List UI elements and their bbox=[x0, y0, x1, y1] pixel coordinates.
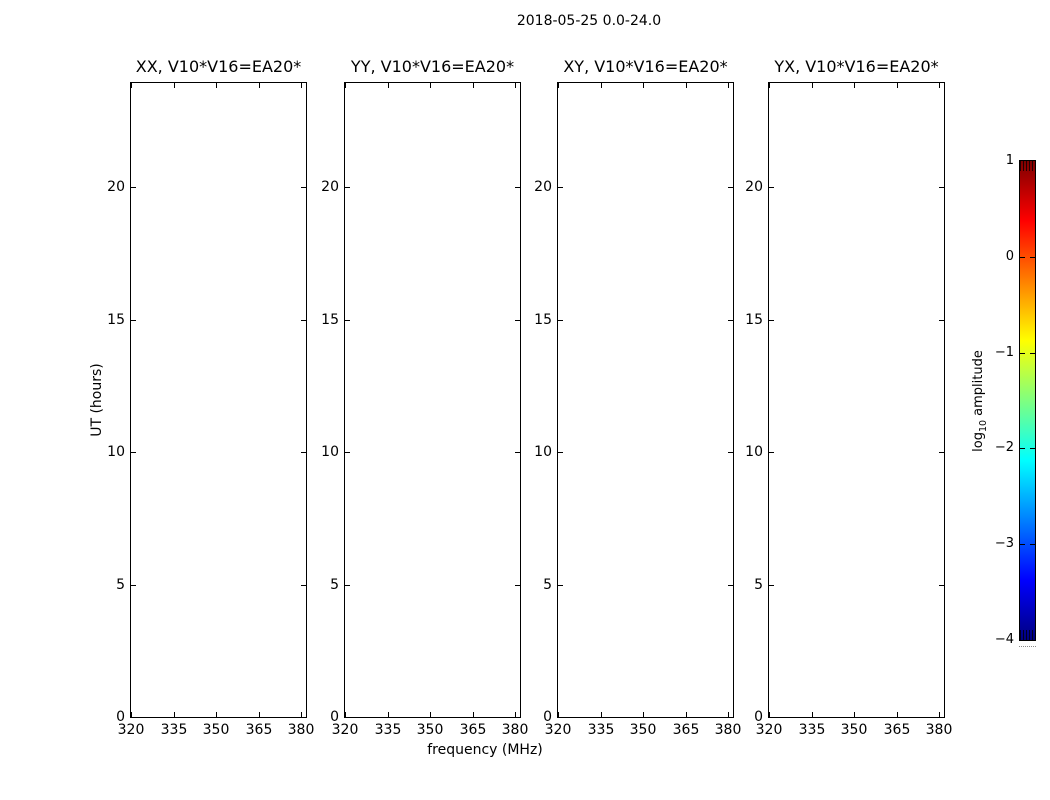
x-tick-label: 380 bbox=[287, 722, 315, 738]
x-tick-label: 365 bbox=[459, 722, 487, 738]
x-tick-label: 335 bbox=[798, 722, 826, 738]
y-tick-label: 5 bbox=[543, 577, 552, 593]
y-tick bbox=[558, 585, 563, 586]
y-tick-label: 10 bbox=[107, 444, 125, 460]
x-tick-label: 380 bbox=[714, 722, 742, 738]
colorbar-dotted-edge bbox=[1019, 646, 1036, 647]
x-tick-label: 320 bbox=[755, 722, 783, 738]
colorbar-tick bbox=[1020, 544, 1025, 545]
colorbar-tick-label: −4 bbox=[994, 632, 1014, 647]
x-tick-label: 320 bbox=[544, 722, 572, 738]
colorbar bbox=[994, 153, 1036, 647]
y-tick bbox=[769, 452, 774, 453]
y-tick-label: 20 bbox=[534, 179, 552, 195]
y-tick-label: 5 bbox=[116, 577, 125, 593]
y-tick-label: 5 bbox=[754, 577, 763, 593]
y-tick-label: 5 bbox=[330, 577, 339, 593]
y-tick-label: 10 bbox=[321, 444, 339, 460]
colorbar-tick bbox=[1020, 257, 1025, 258]
y-tick-label: 15 bbox=[321, 312, 339, 328]
x-tick bbox=[430, 83, 431, 88]
y-tick-label: 10 bbox=[745, 444, 763, 460]
subplot-title: YX, V10*V16=EA20* bbox=[774, 57, 939, 76]
colorbar-label-sub: 10 bbox=[977, 419, 989, 433]
colorbar-tick bbox=[1030, 257, 1035, 258]
x-tick bbox=[812, 83, 813, 88]
colorbar-label-rest: amplitude bbox=[971, 350, 987, 420]
y-tick-label: 0 bbox=[116, 709, 125, 725]
colorbar-tick bbox=[1030, 353, 1035, 354]
y-tick bbox=[131, 717, 136, 718]
colorbar-tick bbox=[1020, 353, 1025, 354]
colorbar-tick-label: −2 bbox=[994, 440, 1014, 455]
x-tick bbox=[897, 83, 898, 88]
y-tick bbox=[345, 187, 350, 188]
subplot-yx bbox=[745, 57, 953, 738]
colorbar-tick-label: 1 bbox=[1005, 153, 1014, 168]
subplot-xx bbox=[107, 57, 315, 738]
y-tick bbox=[558, 320, 563, 321]
x-tick bbox=[388, 83, 389, 88]
y-tick bbox=[345, 452, 350, 453]
colorbar-bottom-hatch bbox=[1020, 630, 1035, 640]
y-tick bbox=[939, 585, 944, 586]
y-tick bbox=[769, 585, 774, 586]
x-tick bbox=[515, 83, 516, 88]
x-tick-label: 365 bbox=[883, 722, 911, 738]
y-tick bbox=[345, 717, 350, 718]
x-tick bbox=[939, 83, 940, 88]
subplot-title: XX, V10*V16=EA20* bbox=[135, 57, 302, 76]
x-tick-label: 350 bbox=[202, 722, 230, 738]
y-tick bbox=[939, 320, 944, 321]
y-tick bbox=[558, 717, 563, 718]
subplot-title: XY, V10*V16=EA20* bbox=[563, 57, 728, 76]
x-tick bbox=[388, 712, 389, 717]
y-tick bbox=[769, 320, 774, 321]
x-tick bbox=[854, 712, 855, 717]
x-tick bbox=[301, 83, 302, 88]
y-tick-label: 20 bbox=[745, 179, 763, 195]
y-tick bbox=[131, 320, 136, 321]
x-tick bbox=[686, 83, 687, 88]
y-tick-label: 0 bbox=[543, 709, 552, 725]
colorbar-tick bbox=[1020, 448, 1025, 449]
subplot-title: YY, V10*V16=EA20* bbox=[350, 57, 515, 76]
x-tick bbox=[854, 83, 855, 88]
y-tick bbox=[558, 452, 563, 453]
y-tick bbox=[769, 717, 774, 718]
y-tick bbox=[939, 187, 944, 188]
y-tick-label: 15 bbox=[745, 312, 763, 328]
y-tick-label: 10 bbox=[534, 444, 552, 460]
x-tick-label: 320 bbox=[331, 722, 359, 738]
y-tick bbox=[345, 320, 350, 321]
y-tick-label: 15 bbox=[107, 312, 125, 328]
x-tick-label: 350 bbox=[840, 722, 868, 738]
x-tick bbox=[643, 712, 644, 717]
y-tick bbox=[345, 585, 350, 586]
y-tick bbox=[558, 187, 563, 188]
x-tick bbox=[769, 83, 770, 88]
colorbar-top-hatch bbox=[1020, 161, 1035, 171]
x-tick-label: 380 bbox=[925, 722, 953, 738]
x-tick bbox=[131, 83, 132, 88]
colorbar-tick bbox=[1030, 544, 1035, 545]
x-tick bbox=[216, 83, 217, 88]
y-tick bbox=[131, 585, 136, 586]
y-tick bbox=[131, 452, 136, 453]
colorbar-label bbox=[971, 350, 989, 452]
x-tick bbox=[897, 712, 898, 717]
x-tick-label: 335 bbox=[587, 722, 615, 738]
x-tick bbox=[174, 83, 175, 88]
x-tick bbox=[259, 712, 260, 717]
x-tick bbox=[259, 83, 260, 88]
y-tick-label: 0 bbox=[754, 709, 763, 725]
y-tick bbox=[939, 452, 944, 453]
x-tick bbox=[686, 712, 687, 717]
x-tick-label: 320 bbox=[117, 722, 145, 738]
subplot-xy bbox=[534, 57, 742, 738]
y-tick-label: 20 bbox=[321, 179, 339, 195]
x-tick bbox=[601, 712, 602, 717]
x-tick-label: 335 bbox=[160, 722, 188, 738]
x-tick bbox=[558, 83, 559, 88]
subplot-yy bbox=[321, 57, 529, 738]
y-tick bbox=[939, 717, 944, 718]
x-tick-label: 350 bbox=[629, 722, 657, 738]
y-axis-label: UT (hours) bbox=[89, 363, 105, 437]
y-tick-label: 0 bbox=[330, 709, 339, 725]
colorbar-gradient bbox=[1020, 161, 1035, 640]
x-tick bbox=[430, 712, 431, 717]
colorbar-tick-label: −1 bbox=[994, 345, 1014, 360]
x-tick-label: 335 bbox=[374, 722, 402, 738]
y-tick-label: 20 bbox=[107, 179, 125, 195]
x-tick bbox=[473, 83, 474, 88]
colorbar-tick bbox=[1030, 448, 1035, 449]
colorbar-tick-label: −3 bbox=[994, 536, 1014, 551]
y-tick bbox=[769, 187, 774, 188]
y-tick-label: 15 bbox=[534, 312, 552, 328]
x-tick bbox=[643, 83, 644, 88]
x-tick bbox=[812, 712, 813, 717]
colorbar-label-log: log bbox=[971, 432, 987, 452]
x-tick-label: 365 bbox=[672, 722, 700, 738]
x-axis-label: frequency (MHz) bbox=[427, 742, 543, 758]
x-tick bbox=[345, 83, 346, 88]
x-tick-label: 350 bbox=[416, 722, 444, 738]
figure-title: 2018-05-25 0.0-24.0 bbox=[516, 13, 662, 29]
colorbar-tick-label: 0 bbox=[1005, 249, 1014, 264]
x-tick bbox=[174, 712, 175, 717]
x-tick-label: 365 bbox=[245, 722, 273, 738]
x-tick bbox=[601, 83, 602, 88]
y-tick bbox=[131, 187, 136, 188]
x-tick-label: 380 bbox=[501, 722, 529, 738]
x-tick bbox=[473, 712, 474, 717]
x-tick bbox=[216, 712, 217, 717]
x-tick bbox=[728, 83, 729, 88]
